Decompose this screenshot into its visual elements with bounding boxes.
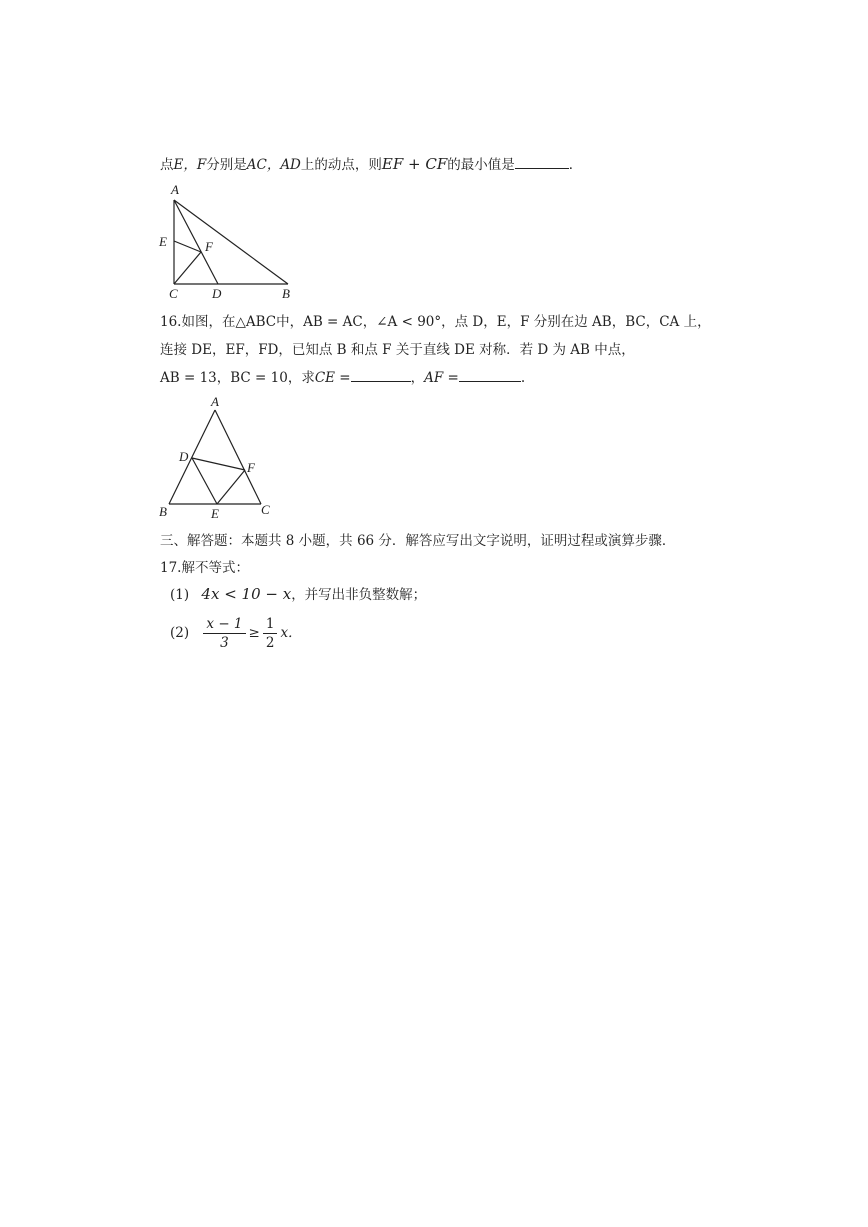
q15-label-b: B <box>282 286 290 301</box>
q17-title: 17.解不等式： <box>160 560 249 576</box>
q15-label-c: C <box>169 286 178 301</box>
q16-label-f: F <box>247 460 255 475</box>
q15-text-after: 的最小值是 <box>447 157 515 173</box>
q16-af-label: AF = <box>424 370 459 386</box>
q15-label-f: F <box>205 239 213 254</box>
q17-part2-left-denominator: 3 <box>220 635 229 651</box>
q16-label-b: B <box>159 504 167 519</box>
q17-part2-left-fraction <box>203 615 245 652</box>
q17-part1-expression: 4x < 10 − x <box>201 585 292 603</box>
q16-ce-label: CE = <box>314 370 351 386</box>
q17-part2-right-numerator: 1 <box>263 615 278 634</box>
q17-part1-text: ，并写出非负整数解； <box>291 587 427 603</box>
q15-text-mid: 分别是 <box>206 157 247 173</box>
q15-side-ab <box>174 200 288 284</box>
q17-part2-relation: ≥ <box>248 625 260 641</box>
q16-label-a: A <box>211 394 219 409</box>
q15-expression: EF + CF <box>381 155 448 173</box>
q17-part2-number: (2) <box>170 625 190 641</box>
q16-line1: 16.如图，在△ABC中，AB = AC，∠A < 90°，点 D，E，F 分别在边 AB，BC，CA 上， <box>160 314 711 330</box>
q17-part1 <box>170 585 426 604</box>
q15-text <box>160 155 582 174</box>
q17-part2-variable: x． <box>280 625 302 641</box>
q16-line3 <box>160 369 525 387</box>
q15-label-e: E <box>159 234 167 249</box>
q17-part2-left-numerator: x − 1 <box>203 615 245 634</box>
q16-figure <box>155 392 285 522</box>
q16-ce-blank[interactable] <box>351 369 411 382</box>
q16-af-blank[interactable] <box>459 369 521 382</box>
q16-segment-ef <box>217 470 245 504</box>
q15-end: ． <box>568 157 583 173</box>
section3-heading: 三、解答题：本题共 8 小题，共 66 分．解答应写出文字说明，证明过程或演算步骤． <box>160 533 676 549</box>
q15-text-mid2: 上的动点，则 <box>300 157 382 173</box>
q16-segment-df <box>192 458 245 470</box>
q16-separator: ， <box>410 370 425 386</box>
q16-label-c: C <box>261 502 270 517</box>
q15-label-d: D <box>212 286 222 301</box>
q16-given: AB = 13，BC = 10，求 <box>160 370 315 386</box>
q16-label-e: E <box>211 506 219 521</box>
q17-part2-right-denominator: 2 <box>265 635 275 651</box>
q17-part2-right-fraction <box>263 615 278 652</box>
q16-segment-de <box>192 458 217 504</box>
q15-answer-blank[interactable] <box>515 156 569 169</box>
q16-side-ac <box>215 410 261 504</box>
q17-part1-number: (1) <box>170 587 190 603</box>
q15-label-a: A <box>171 182 179 197</box>
q15-segment-cf <box>174 252 201 284</box>
q17-part2 <box>170 612 302 654</box>
q15-text-before: 点 <box>160 157 174 173</box>
q15-lines: AC，AD <box>246 157 301 173</box>
q16-side-ab <box>169 410 215 504</box>
q15-points: E，F <box>173 157 207 173</box>
q16-end: . <box>520 370 526 386</box>
q16-label-d: D <box>179 449 189 464</box>
q15-figure <box>155 180 305 302</box>
q16-line2: 连接 DE，EF，FD，已知点 B 和点 F 关于直线 DE 对称．若 D 为 AB 中点， <box>160 342 635 358</box>
